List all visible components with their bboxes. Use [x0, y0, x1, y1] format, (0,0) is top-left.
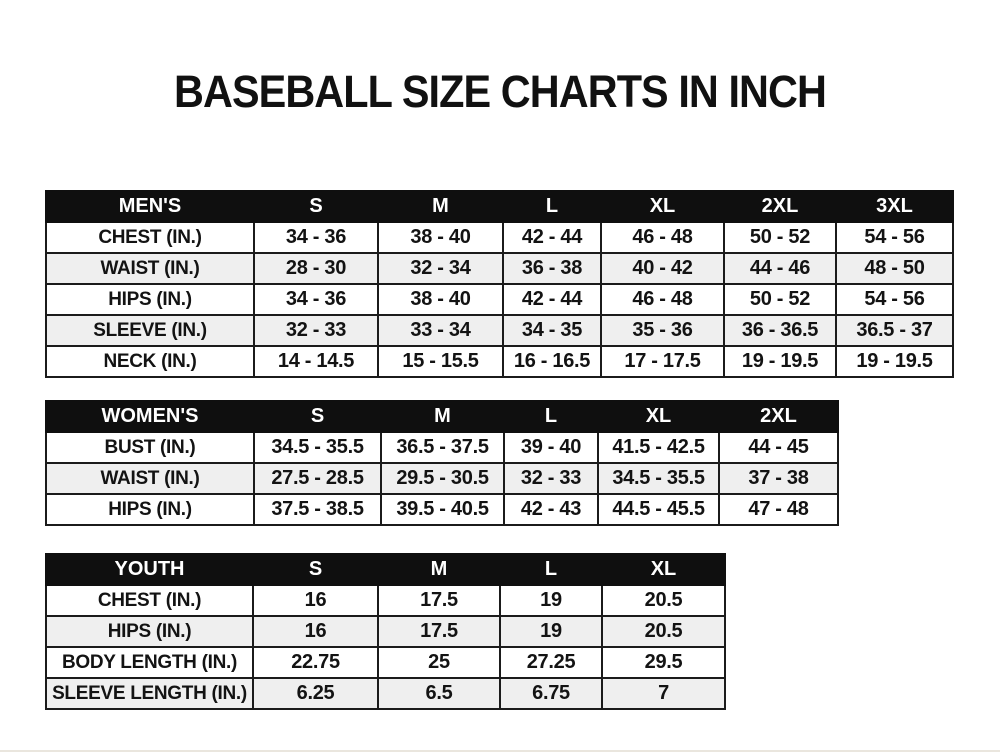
- size-value-cell: 32 - 33: [504, 463, 598, 494]
- size-value-cell: 36 - 38: [503, 253, 601, 284]
- measurement-row-label: HIPS (IN.): [46, 616, 253, 647]
- womens-size-table-section: [45, 400, 839, 526]
- size-value-cell: 44 - 46: [724, 253, 836, 284]
- size-value-cell: 27.5 - 28.5: [254, 463, 381, 494]
- size-value-cell: 33 - 34: [378, 315, 503, 346]
- table-row: [46, 432, 838, 463]
- table-header: [46, 401, 838, 432]
- size-value-cell: 41.5 - 42.5: [598, 432, 719, 463]
- table-row: [46, 222, 953, 253]
- table-header: [46, 191, 953, 222]
- measurement-row-label: NECK (IN.): [46, 346, 254, 377]
- size-value-cell: 15 - 15.5: [378, 346, 503, 377]
- size-column-header: XL: [598, 401, 719, 432]
- size-value-cell: 32 - 33: [254, 315, 378, 346]
- size-column-header: L: [500, 554, 602, 585]
- size-value-cell: 34.5 - 35.5: [254, 432, 381, 463]
- size-value-cell: 32 - 34: [378, 253, 503, 284]
- header-row: [46, 191, 953, 222]
- size-column-header: 3XL: [836, 191, 953, 222]
- size-value-cell: 42 - 44: [503, 284, 601, 315]
- table-title-cell: MEN'S: [46, 191, 254, 222]
- size-value-cell: 50 - 52: [724, 284, 836, 315]
- size-column-header: S: [254, 191, 378, 222]
- size-value-cell: 16 - 16.5: [503, 346, 601, 377]
- size-column-header: XL: [601, 191, 724, 222]
- mens-size-table-section: [45, 190, 954, 378]
- size-column-header: 2XL: [719, 401, 838, 432]
- table-title-cell: WOMEN'S: [46, 401, 254, 432]
- size-value-cell: 38 - 40: [378, 284, 503, 315]
- youth-size-table-section: [45, 553, 726, 710]
- table-body: [46, 432, 838, 525]
- table-title-cell: YOUTH: [46, 554, 253, 585]
- size-value-cell: 38 - 40: [378, 222, 503, 253]
- size-value-cell: 16: [253, 616, 378, 647]
- table-row: [46, 315, 953, 346]
- size-value-cell: 36.5 - 37.5: [381, 432, 504, 463]
- size-column-header: 2XL: [724, 191, 836, 222]
- size-column-header: L: [503, 191, 601, 222]
- size-value-cell: 6.5: [378, 678, 500, 709]
- size-column-header: S: [254, 401, 381, 432]
- table-body: [46, 222, 953, 377]
- size-value-cell: 46 - 48: [601, 284, 724, 315]
- size-value-cell: 34 - 35: [503, 315, 601, 346]
- size-value-cell: 28 - 30: [254, 253, 378, 284]
- womens-size-table: [45, 400, 839, 526]
- size-value-cell: 40 - 42: [601, 253, 724, 284]
- size-value-cell: 37.5 - 38.5: [254, 494, 381, 525]
- table-row: [46, 678, 725, 709]
- size-value-cell: 6.75: [500, 678, 602, 709]
- youth-size-table: [45, 553, 726, 710]
- size-value-cell: 19: [500, 616, 602, 647]
- size-column-header: M: [378, 191, 503, 222]
- table-header: [46, 554, 725, 585]
- size-value-cell: 42 - 43: [504, 494, 598, 525]
- measurement-row-label: BODY LENGTH (IN.): [46, 647, 253, 678]
- size-value-cell: 27.25: [500, 647, 602, 678]
- size-value-cell: 22.75: [253, 647, 378, 678]
- measurement-row-label: BUST (IN.): [46, 432, 254, 463]
- size-value-cell: 42 - 44: [503, 222, 601, 253]
- size-value-cell: 35 - 36: [601, 315, 724, 346]
- table-row: [46, 346, 953, 377]
- table-row: [46, 585, 725, 616]
- page-title: BASEBALL SIZE CHARTS IN INCH: [173, 66, 826, 117]
- table-row: [46, 494, 838, 525]
- size-value-cell: 20.5: [602, 585, 725, 616]
- size-value-cell: 37 - 38: [719, 463, 838, 494]
- size-value-cell: 50 - 52: [724, 222, 836, 253]
- size-value-cell: 19: [500, 585, 602, 616]
- size-value-cell: 25: [378, 647, 500, 678]
- size-value-cell: 29.5 - 30.5: [381, 463, 504, 494]
- size-value-cell: 14 - 14.5: [254, 346, 378, 377]
- table-row: [46, 284, 953, 315]
- size-value-cell: 34 - 36: [254, 222, 378, 253]
- measurement-row-label: HIPS (IN.): [46, 494, 254, 525]
- header-row: [46, 554, 725, 585]
- size-value-cell: 44 - 45: [719, 432, 838, 463]
- table-row: [46, 253, 953, 284]
- size-value-cell: 39.5 - 40.5: [381, 494, 504, 525]
- size-value-cell: 36.5 - 37: [836, 315, 953, 346]
- measurement-row-label: HIPS (IN.): [46, 284, 254, 315]
- size-value-cell: 29.5: [602, 647, 725, 678]
- measurement-row-label: SLEEVE (IN.): [46, 315, 254, 346]
- size-column-header: XL: [602, 554, 725, 585]
- size-value-cell: 54 - 56: [836, 222, 953, 253]
- size-value-cell: 6.25: [253, 678, 378, 709]
- size-value-cell: 48 - 50: [836, 253, 953, 284]
- size-value-cell: 36 - 36.5: [724, 315, 836, 346]
- size-value-cell: 19 - 19.5: [724, 346, 836, 377]
- measurement-row-label: CHEST (IN.): [46, 222, 254, 253]
- size-value-cell: 39 - 40: [504, 432, 598, 463]
- table-row: [46, 463, 838, 494]
- table-body: [46, 585, 725, 709]
- size-column-header: S: [253, 554, 378, 585]
- size-value-cell: 44.5 - 45.5: [598, 494, 719, 525]
- size-value-cell: 19 - 19.5: [836, 346, 953, 377]
- size-value-cell: 54 - 56: [836, 284, 953, 315]
- mens-size-table: [45, 190, 954, 378]
- size-value-cell: 17.5: [378, 616, 500, 647]
- header-row: [46, 401, 838, 432]
- size-value-cell: 34.5 - 35.5: [598, 463, 719, 494]
- size-column-header: M: [378, 554, 500, 585]
- size-value-cell: 47 - 48: [719, 494, 838, 525]
- table-row: [46, 616, 725, 647]
- size-value-cell: 16: [253, 585, 378, 616]
- size-value-cell: 17.5: [378, 585, 500, 616]
- size-column-header: L: [504, 401, 598, 432]
- size-column-header: M: [381, 401, 504, 432]
- size-value-cell: 17 - 17.5: [601, 346, 724, 377]
- size-value-cell: 7: [602, 678, 725, 709]
- size-value-cell: 46 - 48: [601, 222, 724, 253]
- table-row: [46, 647, 725, 678]
- size-value-cell: 20.5: [602, 616, 725, 647]
- size-value-cell: 34 - 36: [254, 284, 378, 315]
- measurement-row-label: WAIST (IN.): [46, 253, 254, 284]
- measurement-row-label: WAIST (IN.): [46, 463, 254, 494]
- measurement-row-label: SLEEVE LENGTH (IN.): [46, 678, 253, 709]
- measurement-row-label: CHEST (IN.): [46, 585, 253, 616]
